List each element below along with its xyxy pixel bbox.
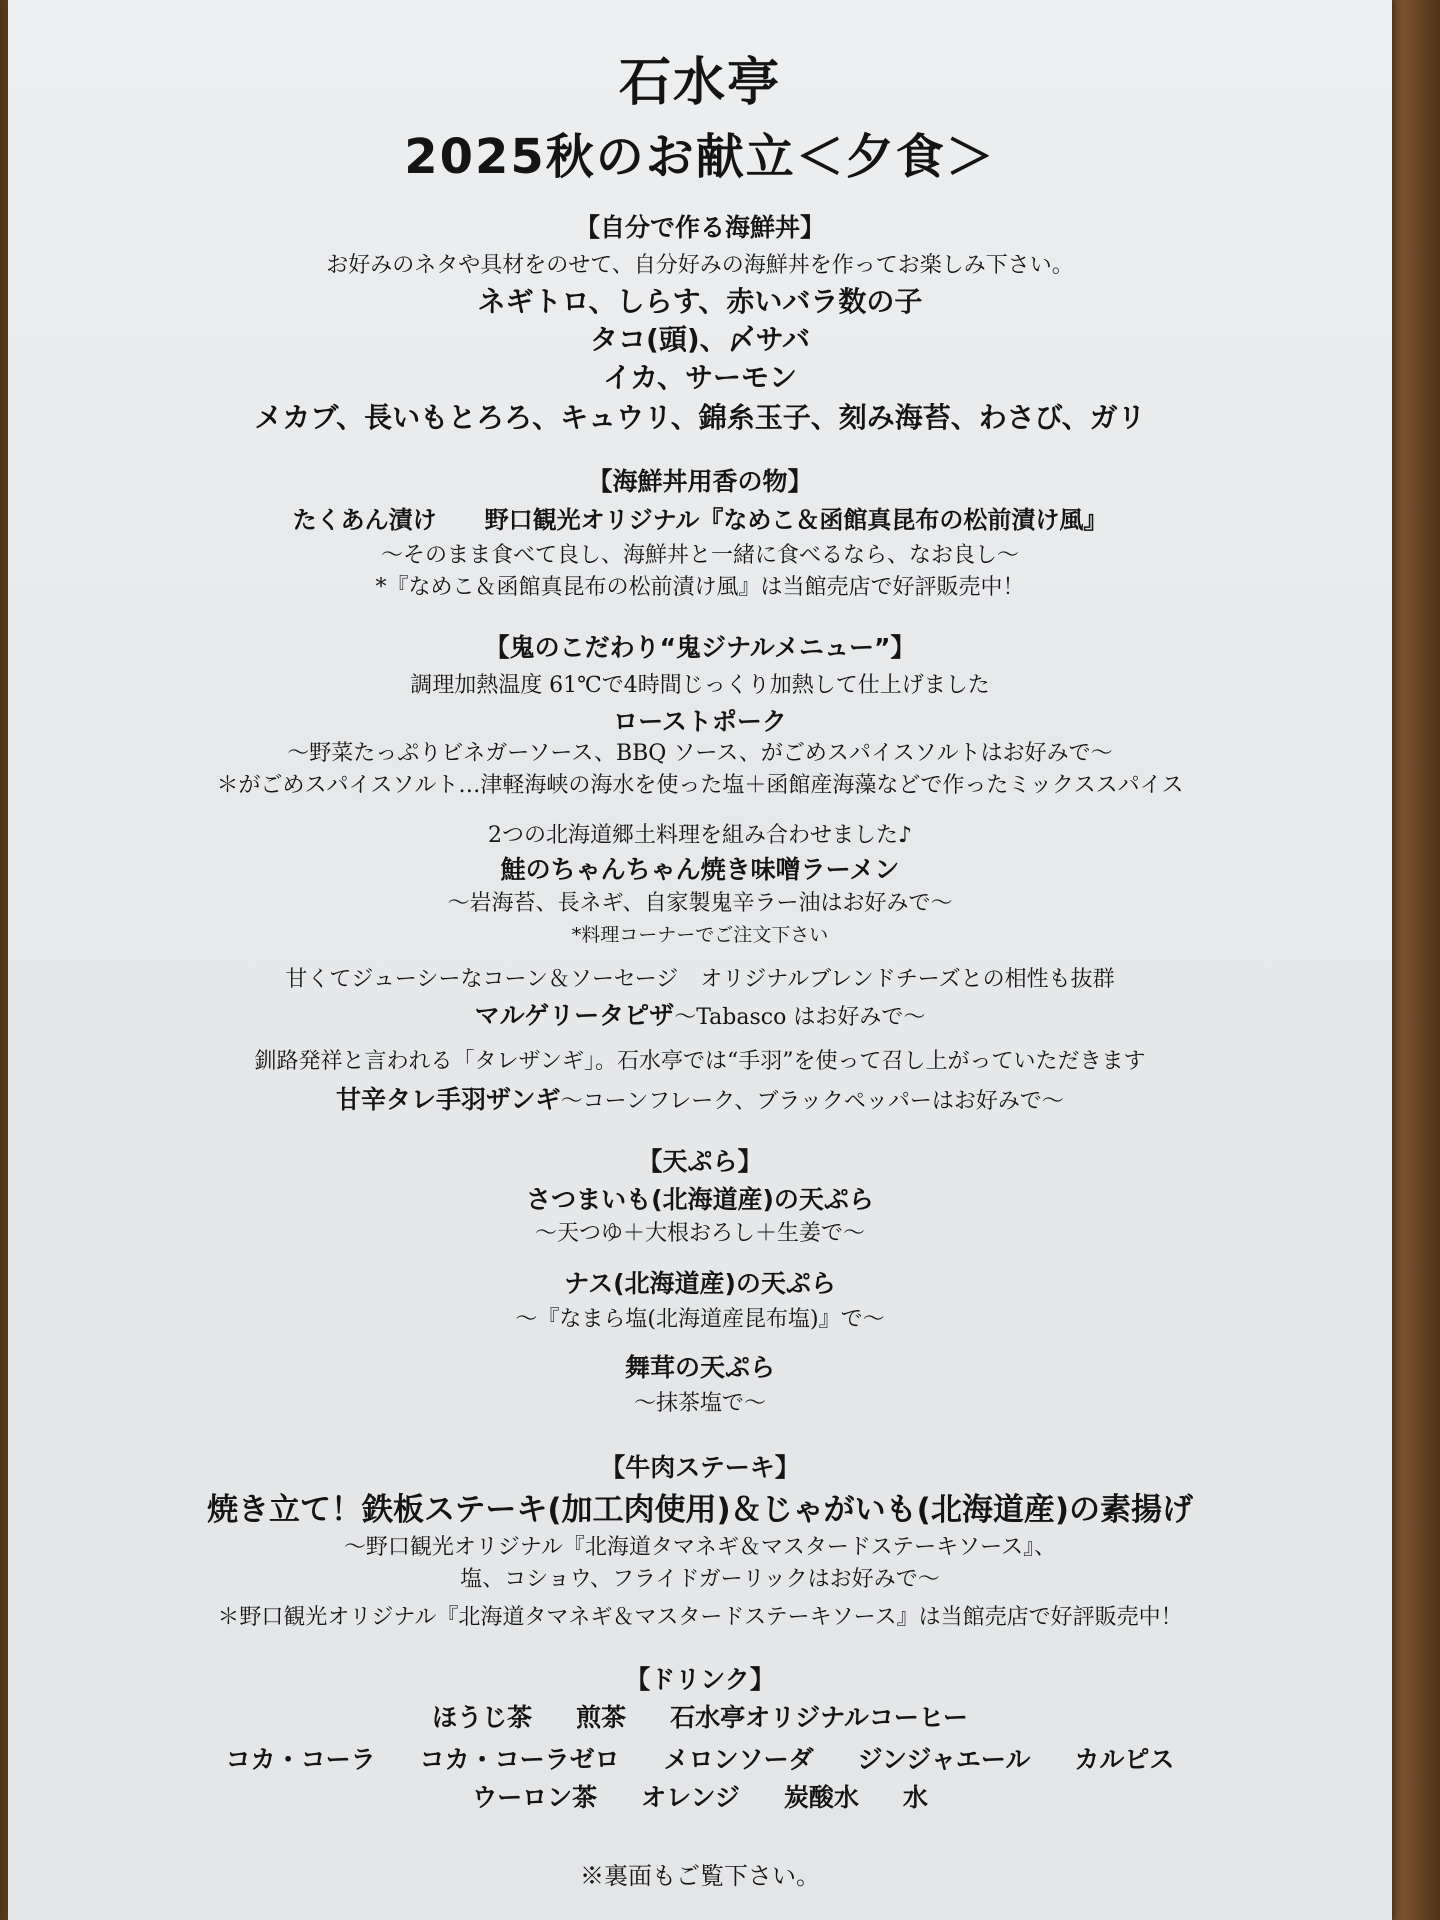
- drink-item: メロンソーダ: [663, 1745, 814, 1774]
- drinks-row: [8, 1698, 1392, 1734]
- pork-note: ～野菜たっぷりビネガーソース、BBQ ソース、がごめスパイスソルトはお好みで～: [287, 741, 1113, 766]
- pizza-intro: 甘くてジューシーなコーン＆ソーセージ オリジナルブレンドチーズとの相性も抜群: [285, 967, 1115, 992]
- drink-item: カルピス: [1074, 1745, 1175, 1774]
- footer-note: ※裏面もご覧下さい。: [580, 1862, 820, 1890]
- drinks-row: [8, 1778, 1392, 1814]
- menu-title: 2025秋のお献立＜夕食＞: [404, 129, 996, 185]
- tempura-name: 舞茸の天ぷら: [624, 1353, 775, 1382]
- tempura-note: ～抹茶塩で～: [633, 1391, 766, 1416]
- zangi-name: 甘辛タレ手羽ザンギ: [336, 1085, 561, 1114]
- drink-item: コカ・コーラ: [225, 1745, 376, 1774]
- tempura-heading: 【天ぷら】: [637, 1147, 763, 1176]
- tempura-note: ～『なまら塩(北海道産昆布塩)』で～: [515, 1307, 885, 1332]
- pickles-note: ～そのまま食べて良し、海鮮丼と一緒に食べるなら、なお良し～: [380, 543, 1019, 568]
- kaisendon-heading: 【自分で作る海鮮丼】: [574, 213, 825, 242]
- drinks-row: [8, 1740, 1392, 1776]
- steak-note: ～野口観光オリジナル『北海道タマネギ＆マスタードステーキソース』、: [343, 1535, 1057, 1560]
- ramen-name: 鮭のちゃんちゃん焼き味噌ラーメン: [500, 855, 900, 884]
- drinks-heading: 【ドリンク】: [625, 1665, 775, 1694]
- zangi-line: [8, 1080, 1392, 1116]
- tempura-name: さつまいも(北海道産)の天ぷら: [526, 1185, 874, 1214]
- steak-note: 塩、コショウ、フライドガーリックはお好みで～: [460, 1567, 940, 1592]
- kaisendon-item: イカ、サーモン: [602, 361, 798, 394]
- restaurant-name: 石水亭: [618, 53, 781, 113]
- drink-item: 煎茶: [576, 1703, 627, 1732]
- kaisendon-item: ネギトロ、しらす、赤いバラ数の子: [477, 285, 923, 318]
- pickles-heading: 【海鮮丼用香の物】: [587, 467, 813, 496]
- drink-item: 水: [902, 1783, 928, 1812]
- kaisendon-item: タコ(頭)、〆サバ: [590, 323, 810, 356]
- kaisendon-item: メカブ、長いもとろろ、キュウリ、錦糸玉子、刻み海苔、わさび、ガリ: [254, 401, 1146, 434]
- zangi-intro: 釧路発祥と言われる「タレザンギ」。石水亭では“手羽”を使って召し上がっていただきます: [254, 1049, 1146, 1074]
- pizza-name: マルゲリータピザ: [474, 1001, 675, 1030]
- drink-item: 炭酸水: [783, 1783, 859, 1812]
- pork-note: ＊がごめスパイスソルト…津軽海峡の海水を使った塩＋函館産海藻などで作ったミックススパイス: [216, 773, 1184, 798]
- tempura-name: ナス(北海道産)の天ぷら: [564, 1269, 836, 1298]
- drink-item: ジンジャエール: [857, 1745, 1031, 1774]
- kaisendon-intro: お好みのネタや具材をのせて、自分好みの海鮮丼を作ってお楽しみ下さい。: [326, 253, 1074, 278]
- oni-heading: 【鬼のこだわり“鬼ジナルメニュー”】: [484, 633, 916, 662]
- pickles-note: *『なめこ＆函館真昆布の松前漬け風』は当館売店で好評販売中！: [375, 575, 1025, 600]
- zangi-note: ～コーンフレーク、ブラックペッパーはお好みで～: [560, 1089, 1064, 1114]
- drink-item: コカ・コーラゼロ: [419, 1745, 620, 1774]
- steak-name: 焼き立て！鉄板ステーキ(加工肉使用)＆じゃがいも(北海道産)の素揚げ: [206, 1492, 1194, 1528]
- drink-item: 石水亭オリジナルコーヒー: [670, 1703, 968, 1732]
- pork-intro: 調理加熱温度 61℃で4時間じっくり加熱して仕上げました: [410, 673, 990, 698]
- menu-sheet: [8, 0, 1392, 1920]
- drink-item: オレンジ: [641, 1783, 740, 1812]
- steak-heading: 【牛肉ステーキ】: [600, 1453, 800, 1482]
- pizza-line: [8, 996, 1392, 1032]
- tempura-note: ～天つゆ＋大根おろし＋生姜で～: [534, 1221, 865, 1246]
- pork-name: ローストポーク: [613, 707, 787, 736]
- menu-content: [8, 0, 1392, 1920]
- pickles-items: たくあん漬け 野口観光オリジナル『なめこ＆函館真昆布の松前漬け風』: [292, 506, 1108, 534]
- ramen-intro: 2つの北海道郷土料理を組み合わせました♪: [487, 823, 913, 848]
- drink-item: ウーロン茶: [472, 1783, 598, 1812]
- drink-item: ほうじ茶: [432, 1703, 533, 1732]
- ramen-note: *料理コーナーでご注文下さい: [571, 924, 829, 946]
- steak-note: ＊野口観光オリジナル『北海道タマネギ＆マスタードステーキソース』は当館売店で好評販売中！: [217, 1605, 1183, 1630]
- pizza-note: ～Tabasco はお好みで～: [674, 1005, 926, 1030]
- ramen-note: ～岩海苔、長ネギ、自家製鬼辛ラー油はお好みで～: [447, 891, 953, 916]
